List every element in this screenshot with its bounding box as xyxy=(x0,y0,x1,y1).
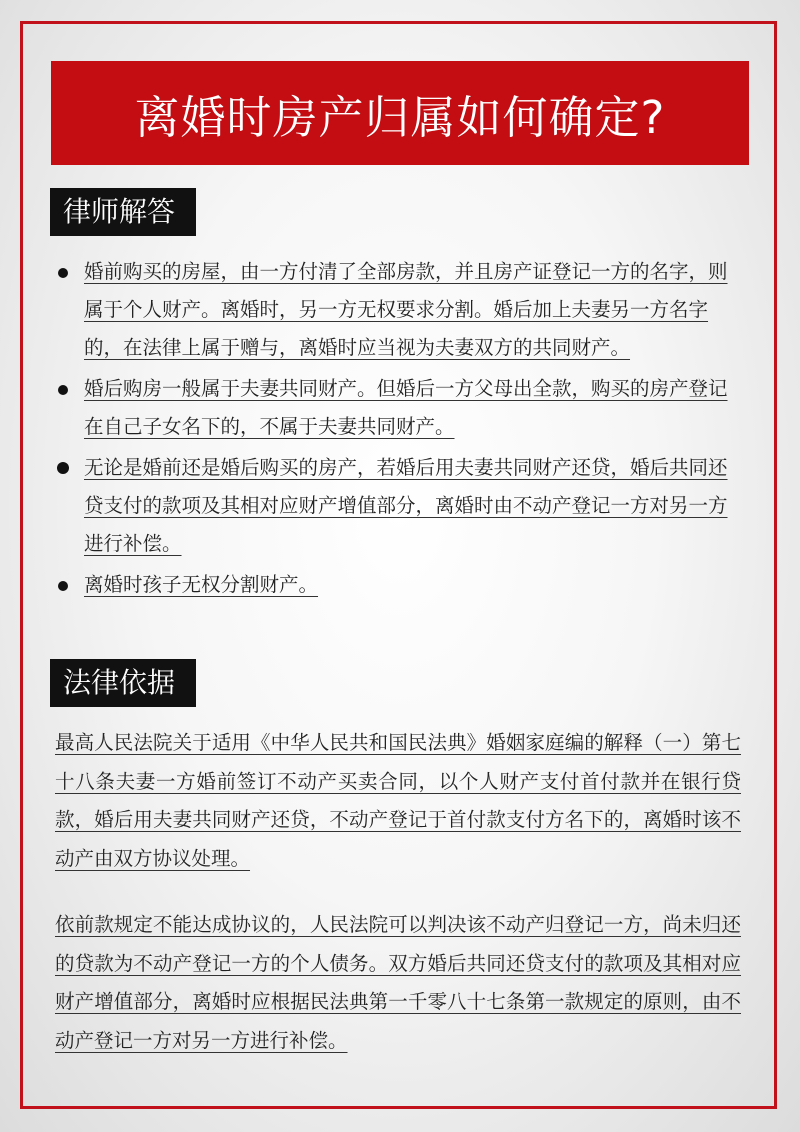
bullet-text: 离婚时孩子无权分割财产。 xyxy=(84,573,319,596)
paragraph-text: 依前款规定不能达成协议的，人民法院可以判决该不动产归登记一方，尚未归还的贷款为不动产登记一方的个人债务。双方婚后共同还贷支付的款项及其相对应财产增值部分，离婚时应根据民法典第一千零八十七条第一款规定的原则，由不动产登记一方对另一方进行补偿。 xyxy=(55,913,741,1052)
legal-basis-paragraph-1 xyxy=(55,724,741,878)
paragraph-text: 最高人民法院关于适用《中华人民共和国民法典》婚姻家庭编的解释（一）第七十八条夫妻一方婚前签订不动产买卖合同，以个人财产支付首付款并在银行贷款，婚后用夫妻共同财产还贷，不动产登记于首付款支付方名下的，离婚时该不动产由双方协议处理。 xyxy=(55,731,741,870)
page-title: 离婚时房产归属如何确定? xyxy=(134,90,666,144)
section-label-legal-basis: 法律依据 xyxy=(50,659,196,707)
bullet-text: 婚后购房一般属于夫妻共同财产。但婚后一方父母出全款，购买的房产登记在自己子女名下的，不属于夫妻共同财产。 xyxy=(84,377,728,438)
bullet-icon xyxy=(58,385,68,395)
legal-basis-paragraph-2 xyxy=(55,906,741,1060)
list-item xyxy=(52,253,742,367)
title-banner xyxy=(51,61,749,165)
bullet-icon xyxy=(58,581,68,591)
list-item xyxy=(52,449,742,563)
bullet-icon xyxy=(58,268,68,278)
bullet-icon xyxy=(57,462,69,474)
list-item xyxy=(52,370,742,446)
bullet-text: 无论是婚前还是婚后购买的房产，若婚后用夫妻共同财产还贷，婚后共同还贷支付的款项及其相对应财产增值部分，离婚时由不动产登记一方对另一方进行补偿。 xyxy=(84,456,728,555)
answer-bullet-list xyxy=(52,253,742,607)
section-label-lawyer-answer: 律师解答 xyxy=(50,188,196,236)
list-item xyxy=(52,566,742,604)
bullet-text: 婚前购买的房屋，由一方付清了全部房款，并且房产证登记一方的名字，则属于个人财产。离婚时，另一方无权要求分割。婚后加上夫妻另一方名字的，在法律上属于赠与，离婚时应当视为夫妻双方的共同财产。 xyxy=(84,260,728,359)
